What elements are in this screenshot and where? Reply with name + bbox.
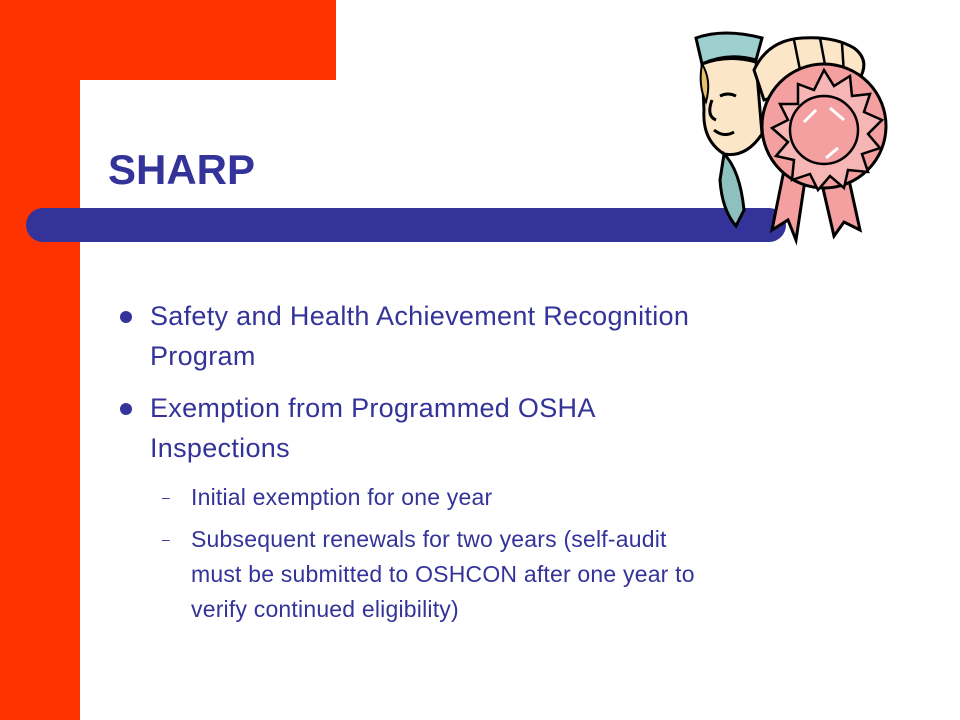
left-accent-bar bbox=[0, 0, 80, 720]
sub-bullet-text-line: Subsequent renewals for two years (self-audit bbox=[191, 526, 667, 552]
bullet-text-line: Exemption from Programmed OSHA bbox=[150, 393, 596, 423]
bullet-dot-icon bbox=[120, 403, 132, 415]
bullet-text-line: Safety and Health Achievement Recognition bbox=[150, 301, 690, 331]
sub-bullet-text-line: verify continued eligibility) bbox=[191, 596, 459, 622]
bullet-text-line: Inspections bbox=[150, 433, 290, 463]
worker-holding-award-ribbon-icon bbox=[684, 30, 896, 246]
bullet-dot-icon bbox=[120, 311, 132, 323]
sub-bullet-text-line: Initial exemption for one year bbox=[191, 484, 493, 510]
slide-title: SHARP bbox=[108, 146, 256, 193]
bullet-item bbox=[110, 296, 910, 376]
slide-body bbox=[110, 296, 910, 634]
dash-bullet-icon: – bbox=[162, 489, 170, 505]
top-accent-block bbox=[80, 0, 336, 80]
dash-bullet-icon: – bbox=[162, 531, 170, 547]
title-underline-bar bbox=[26, 208, 786, 242]
sub-bullet-text-line: must be submitted to OSHCON after one year to bbox=[191, 561, 695, 587]
sub-bullet-item bbox=[110, 480, 910, 515]
sub-bullet-item bbox=[110, 522, 910, 627]
bullet-text-line: Program bbox=[150, 341, 256, 371]
bullet-item bbox=[110, 388, 910, 468]
